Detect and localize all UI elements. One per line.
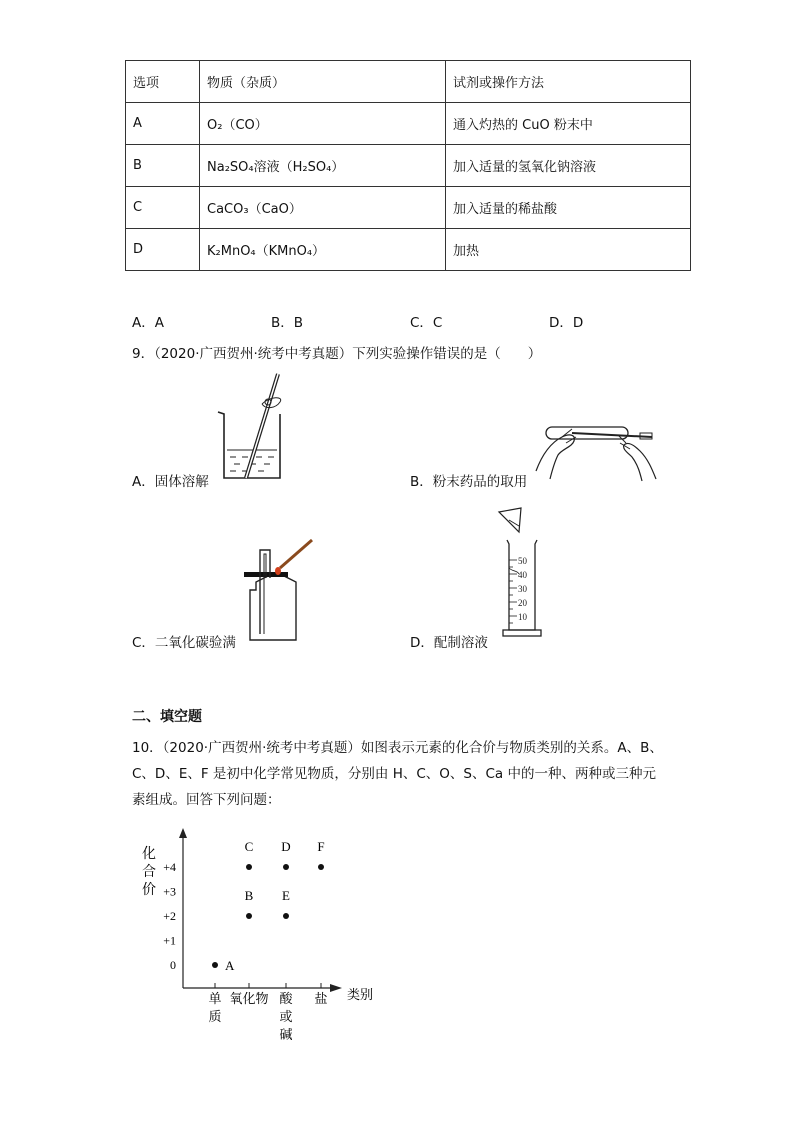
svg-text:盐: 盐 — [314, 992, 328, 1007]
hands-test-tube-figure — [532, 415, 660, 487]
x-category-label — [229, 991, 268, 1007]
q9-option-c: C．二氧化碳验满 — [132, 635, 236, 651]
table-row — [126, 229, 691, 271]
cell-option: C — [126, 187, 200, 229]
cell-option: B — [126, 145, 200, 187]
beaker-figure — [212, 370, 292, 482]
svg-text:单: 单 — [208, 992, 222, 1007]
cylinder-mark: 40 — [518, 570, 527, 580]
point-label-B: B — [244, 888, 254, 903]
cell-substance: O₂（CO） — [200, 103, 446, 145]
cell-method: 加热 — [446, 229, 691, 271]
y-tick-label: +3 — [163, 884, 176, 899]
measuring-cylinder-figure — [495, 508, 555, 640]
gas-bottle-figure — [240, 538, 320, 644]
x-category-label — [208, 992, 221, 1025]
x-axis-label: 类别 — [347, 988, 374, 1003]
q9-option-b: B．粉末药品的取用 — [410, 474, 528, 490]
cylinder-mark: 10 — [518, 612, 527, 622]
options-table — [125, 60, 691, 271]
point-label-F: F — [317, 839, 325, 854]
point-D — [283, 864, 289, 870]
point-C — [246, 864, 252, 870]
header-option: 选项 — [126, 61, 200, 103]
cell-method: 加入适量的稀盐酸 — [446, 187, 691, 229]
y-axis-label — [142, 846, 156, 898]
point-F — [318, 864, 324, 870]
svg-text:碱: 碱 — [279, 1028, 293, 1043]
q8-choice-c: C．C — [410, 315, 443, 331]
cell-substance: K₂MnO₄（KMnO₄） — [200, 229, 446, 271]
point-label-A: A — [225, 958, 235, 973]
q9-option-d: D．配制溶液 — [410, 635, 488, 651]
q8-choice-b: B．B — [271, 315, 304, 331]
x-category-label — [314, 991, 327, 1007]
q10-line-1: 10．（2020·广西贺州·统考中考真题）如图表示元素的化合价与物质类别的关系。A、B、 — [132, 740, 663, 756]
x-category-label — [279, 992, 293, 1043]
y-tick-label: +4 — [163, 860, 176, 874]
table-row — [126, 145, 691, 187]
cylinder-mark: 20 — [518, 598, 527, 608]
cylinder-mark: 50 — [518, 556, 527, 566]
point-label-C: C — [244, 839, 254, 854]
section-title: 二、填空题 — [132, 709, 202, 725]
svg-text:酸: 酸 — [279, 992, 293, 1007]
q10-line-2: C、D、E、F 是初中化学常见物质，分别由 H、C、O、S、Ca 中的一种、两种或三种元 — [132, 766, 656, 782]
header-substance: 物质（杂质） — [200, 61, 446, 103]
point-label-E: E — [282, 888, 290, 903]
y-axis-label-char: 化 — [142, 846, 156, 862]
valence-chart — [130, 820, 390, 1055]
y-tick-label: +1 — [163, 933, 176, 948]
q10-line-3: 素组成。回答下列问题： — [132, 792, 281, 808]
table-header-row — [126, 61, 691, 103]
svg-text:或: 或 — [279, 1010, 293, 1025]
table-row — [126, 187, 691, 229]
cell-method: 加入适量的氢氧化钠溶液 — [446, 145, 691, 187]
table-row — [126, 103, 691, 145]
cell-option: D — [126, 229, 200, 271]
q9-option-a: A．固体溶解 — [132, 474, 209, 490]
cell-substance: Na₂SO₄溶液（H₂SO₄） — [200, 145, 446, 187]
y-axis-label-char: 价 — [142, 882, 156, 898]
point-label-D: D — [281, 839, 291, 854]
q9-stem: 9．（2020·广西贺州·统考中考真题）下列实验操作错误的是（ ） — [132, 346, 542, 362]
y-tick-label: +2 — [163, 909, 176, 923]
cell-substance: CaCO₃（CaO） — [200, 187, 446, 229]
svg-text:氧化物: 氧化物 — [229, 992, 269, 1007]
point-B — [246, 913, 252, 919]
point-E — [283, 913, 289, 919]
x-axis-arrow — [330, 984, 342, 992]
y-tick-label: 0 — [170, 958, 176, 972]
q8-choice-d: D．D — [549, 315, 584, 331]
cylinder-mark: 30 — [518, 584, 527, 594]
header-method: 试剂或操作方法 — [446, 61, 691, 103]
svg-text:质: 质 — [208, 1010, 222, 1025]
cell-method: 通入灼热的 CuO 粉末中 — [446, 103, 691, 145]
point-A — [212, 962, 218, 968]
cell-option: A — [126, 103, 200, 145]
y-axis-arrow — [179, 828, 187, 838]
y-axis-label-char: 合 — [142, 864, 156, 880]
q8-choice-a: A．A — [132, 315, 164, 331]
